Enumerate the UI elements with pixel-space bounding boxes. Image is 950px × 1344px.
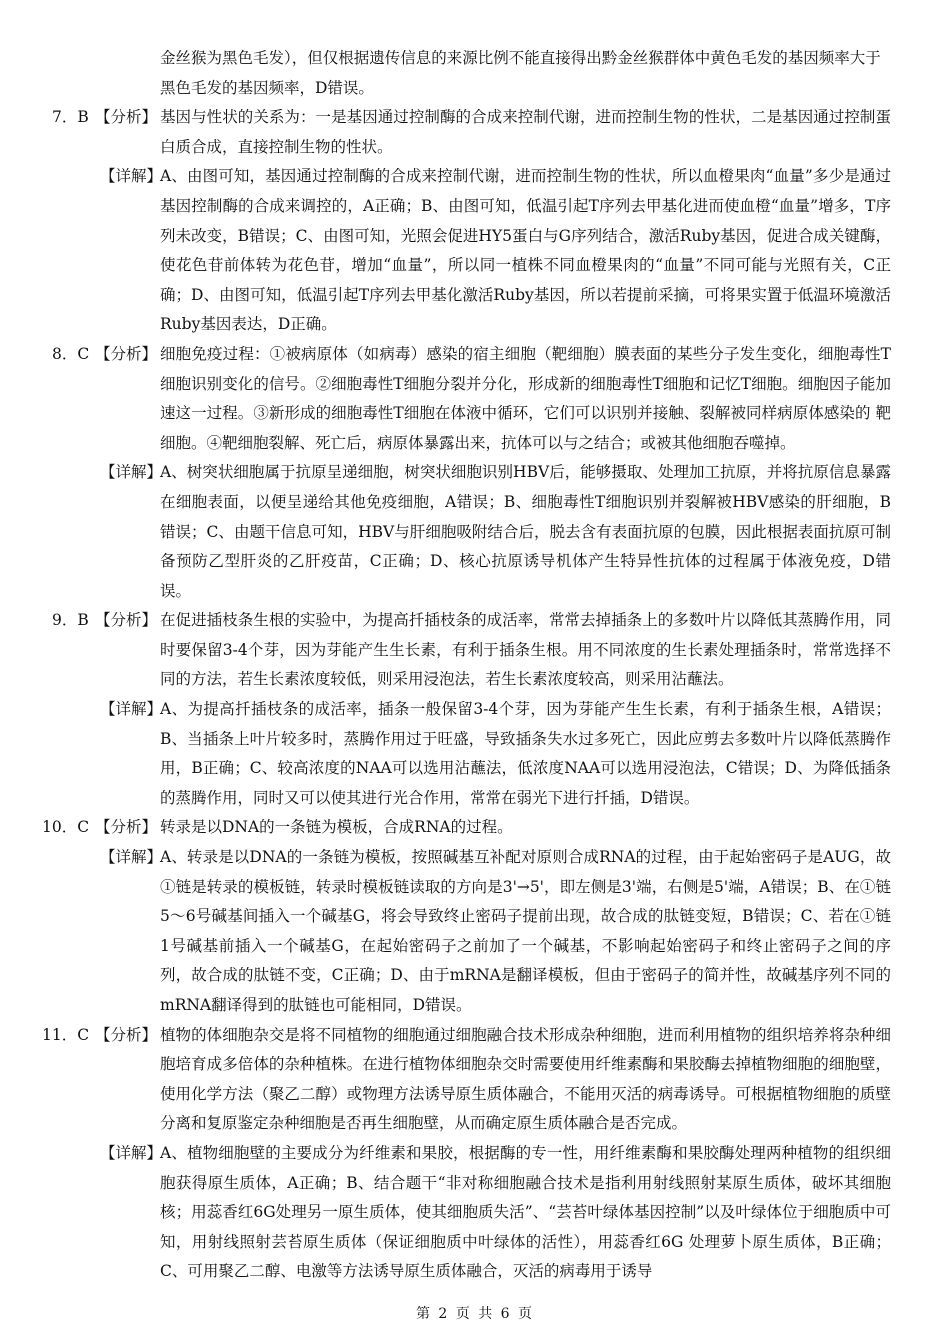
- analysis-tag: 【分析】: [95, 344, 158, 363]
- answer-entry-10: [0, 813, 950, 843]
- answer-number: 11．C: [42, 1025, 90, 1044]
- detail-text: A、植物细胞壁的主要成分为纤维素和果胶，根据酶的专一性，用纤维素酶和果胶酶处理两种植物的组织细胞获得原生质体，A正确；B、结合题干“非对称细胞融合技术是指利用射线照射某原生质体，破坏其细胞核；用蕊香红6G处理另一原生质体，使其细胞质失活”、“芸苔叶绿体基因控制”以及叶绿体位于细胞质中可知，用射线照射芸苔原生质体（保证细胞质中叶绿体的活性），用蕊香红6G 处理萝卜原生质体，B正确；C、可用聚乙二醇、电激等方法诱导原生质体融合，灭活的病毒用于诱导: [160, 1143, 891, 1281]
- page-body: [0, 44, 950, 1287]
- detail-tag: 【详解】: [100, 700, 163, 719]
- answer-number: 8．C: [52, 344, 90, 363]
- analysis-text: 转录是以DNA的一条链为模板，合成RNA的过程。: [160, 818, 513, 837]
- analysis-text: 在促进插枝条生根的实验中，为提高扦插枝条的成活率，常常去掉插条上的多数叶片以降低其蒸腾作用，同时要保留3-4个芽，因为芽能产生生长素，有利于插条生根。用不同浓度的生长素处理插条时，常常选择不同的方法，若生长素浓度较低，则采用浸泡法，若生长素浓度较高，则采用沾蘸法。: [160, 611, 891, 689]
- detail-entry-9: [0, 695, 950, 813]
- detail-tag: 【详解】: [100, 463, 163, 482]
- answer-number: 10．C: [42, 818, 90, 837]
- detail-tag: 【详解】: [100, 848, 163, 867]
- answer-entry-8: [0, 340, 950, 458]
- analysis-tag: 【分析】: [95, 611, 158, 630]
- detail-entry-7: [0, 162, 950, 340]
- answer-entry-9: [0, 606, 950, 695]
- detail-tag: 【详解】: [100, 1143, 163, 1162]
- detail-entry-10: [0, 843, 950, 1021]
- analysis-text: 植物的体细胞杂交是将不同植物的细胞通过细胞融合技术形成杂种细胞，进而利用植物的组织培养将杂种细胞培育成多倍体的杂种植株。在进行植物体细胞杂交时需要使用纤维素酶和果胶酶去掉植物细胞的细胞壁，使用化学方法（聚乙二醇）或物理方法诱导原生质体融合，不能用灭活的病毒诱导。可根据植物细胞的质壁分离和复原鉴定杂种细胞是否再生细胞壁，从而确定原生质体融合是否完成。: [160, 1025, 891, 1133]
- detail-text: A、转录是以DNA的一条链为模板，按照碱基互补配对原则合成RNA的过程，由于起始密码子是AUG，故①链是转录的模板链，转录时模板链读取的方向是3'→5'，即左侧是3'端，右侧是5'端，A错误；B、在①链5～6号碱基间插入一个碱基G，将会导致终止密码子提前出现，故合成的肽链变短，B错误；C、若在①链1号碱基前插入一个碱基G，在起始密码子之前加了一个碱基，不影响起始密码子和终止密码子之间的序列，故合成的肽链不变，C正确；D、由于mRNA是翻译模板，但由于密码子的简并性，故碱基序列不同的mRNA翻译得到的肽链也可能相同，D错误。: [160, 848, 891, 1014]
- answer-entry-7: [0, 103, 950, 162]
- detail-tag: 【详解】: [100, 167, 163, 186]
- detail-entry-8: [0, 458, 950, 606]
- detail-entry-11: [0, 1139, 950, 1287]
- page-footer: 第 2 页 共 6 页: [415, 1306, 535, 1322]
- answer-number: 7．B: [52, 108, 89, 127]
- detail-text: A、为提高扦插枝条的成活率，插条一般保留3-4个芽，因为芽能产生生长素，有利于插条生根，A错误；B、当插条上叶片较多时，蒸腾作用过于旺盛，导致插条失水过多死亡，因此应剪去多数叶片以降低蒸腾作用，B正确；C、较高浓度的NAA可以选用沾蘸法，低浓度NAA可以选用浸泡法，C错误；D、为降低插条的蒸腾作用，同时又可以使其进行光合作用，常常在弱光下进行扦插，D错误。: [160, 700, 891, 807]
- analysis-tag: 【分析】: [95, 1025, 158, 1044]
- answer-entry-11: [0, 1021, 950, 1139]
- analysis-text: 细胞免疫过程：①被病原体（如病毒）感染的宿主细胞（靶细胞）膜表面的某些分子发生变化，细胞毒性T细胞识别变化的信号。②细胞毒性T细胞分裂并分化，形成新的细胞毒性T细胞和记忆T细胞。细胞因子能加速这一过程。③新形成的细胞毒性T细胞在体液中循环，它们可以识别并接触、裂解被同样病原体感染的 靶细胞。④靶细胞裂解、死亡后，病原体暴露出来，抗体可以与之结合；或被其他细胞吞噬掉。: [160, 344, 891, 452]
- analysis-tag: 【分析】: [95, 818, 158, 837]
- detail-text: A、由图可知，基因通过控制酶的合成来控制代谢，进而控制生物的性状，所以血橙果肉“血量”多少是通过基因控制酶的合成来调控的，A正确；B、由图可知，低温引起T序列去甲基化进而使血橙“血量”增多，T序列未改变，B错误；C、由图可知，光照会促进HY5蛋白与G序列结合，激活Ruby基因，促进合成关键酶，使花色苷前体转为花色苷，增加“血量”，所以同一植株不同血橙果肉的“血量”不同可能与光照有关，C正确；D、由图可知，低温引起T序列去甲基化激活Ruby基因，所以若提前采摘，可将果实置于低温环境激活Ruby基因表达，D正确。: [160, 167, 891, 334]
- analysis-tag: 【分析】: [95, 108, 158, 127]
- detail-text: A、树突状细胞属于抗原呈递细胞，树突状细胞识别HBV后，能够摄取、处理加工抗原，并将抗原信息暴露在细胞表面，以便呈递给其他免疫细胞，A错误；B、细胞毒性T细胞识别并裂解被HBV感染的肝细胞，B错误；C、由题干信息可知，HBV与肝细胞吸附结合后，脱去含有表面抗原的包膜，因此根据表面抗原可制备预防乙型肝炎的乙肝疫苗，C正确；D、核心抗原诱导机体产生特异性抗体的过程属于体液免疫，D错误。: [160, 463, 891, 600]
- analysis-text: 基因与性状的关系为：一是基因通过控制酶的合成来控制代谢，进而控制生物的性状，二是基因通过控制蛋白质合成，直接控制生物的性状。: [160, 108, 891, 156]
- answer-number: 9．B: [52, 611, 89, 630]
- continuation-paragraph: 金丝猴为黑色毛发），但仅根据遗传信息的来源比例不能直接得出黔金丝猴群体中黄色毛发的基因频率大于黑色毛发的基因频率，D错误。: [160, 49, 881, 97]
